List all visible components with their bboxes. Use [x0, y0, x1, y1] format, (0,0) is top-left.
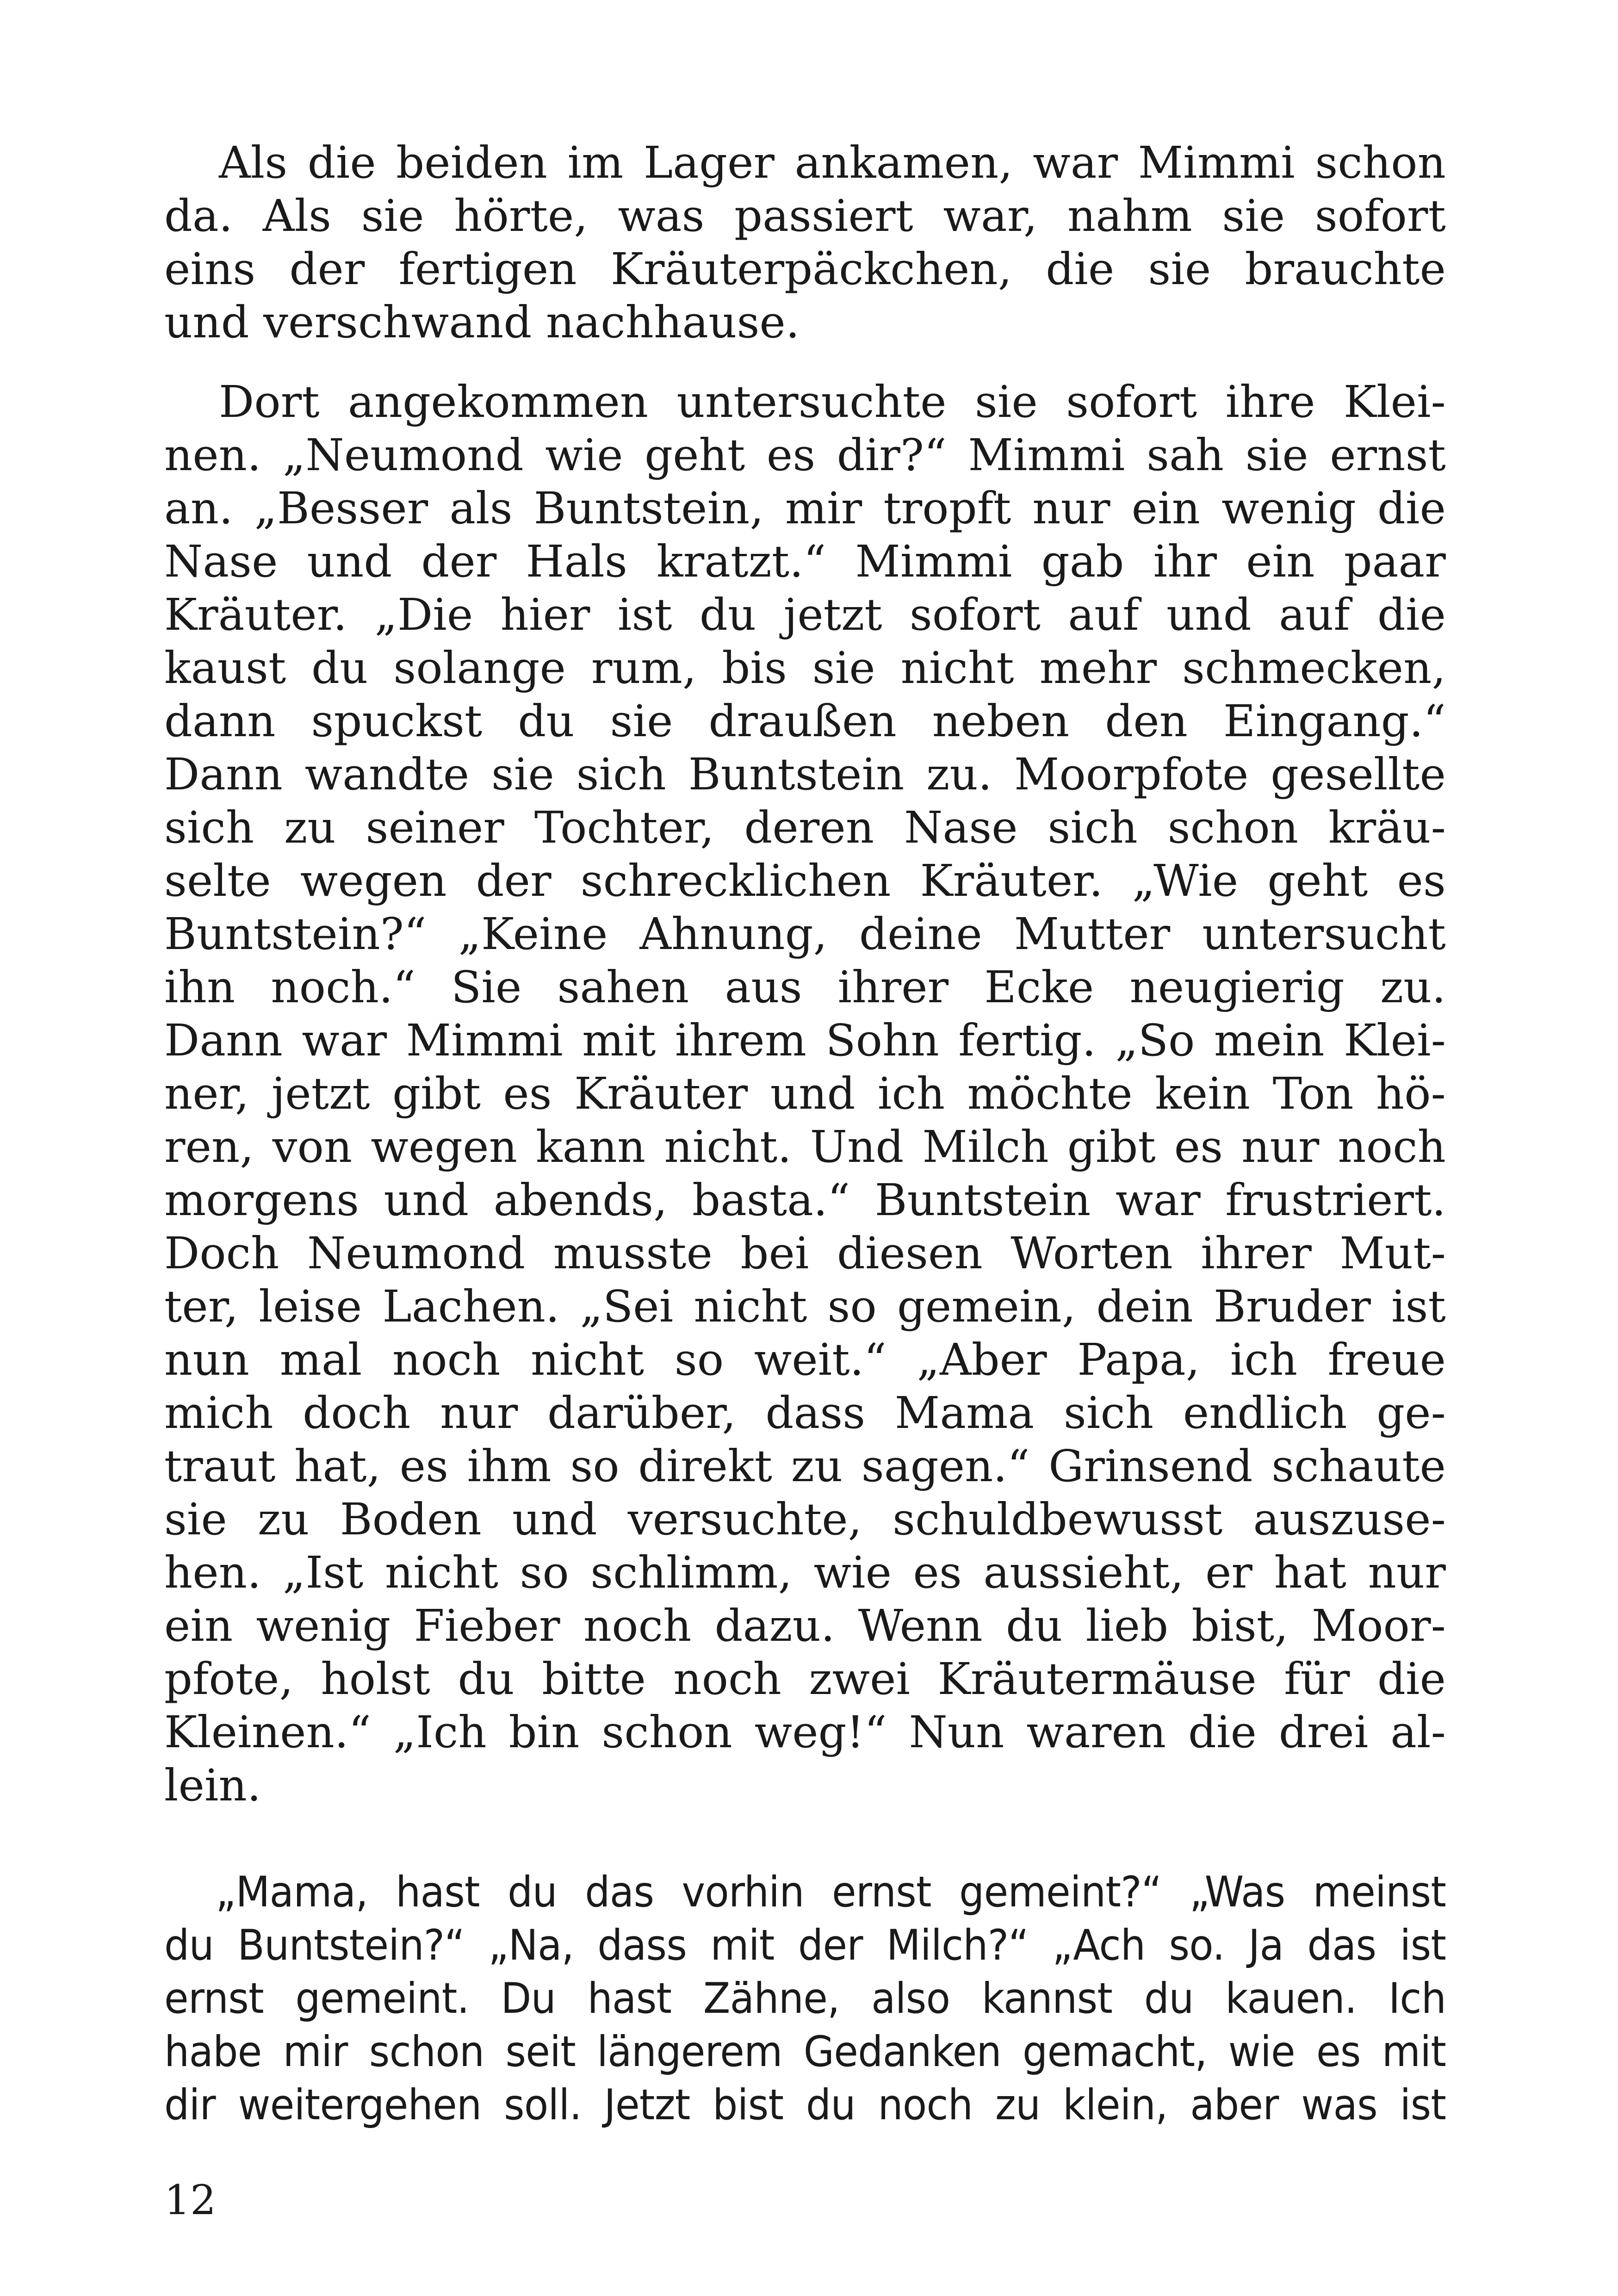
text-line: Dort angekommen untersuchte sie sofort ihre Klei- — [219, 377, 1446, 428]
text-line: ein wenig Fieber noch dazu. Wenn du lieb bist, Moor- — [164, 1601, 1446, 1651]
text-line: sie zu Boden und versuchte, schuldbewusst auszuse- — [164, 1494, 1446, 1545]
text-line: an. „Besser als Buntstein, mir tropft nur ein wenig die — [164, 483, 1446, 534]
text-line: habe mir schon seit längerem Gedanken gemacht, wie es mit — [164, 2028, 1446, 2076]
text-line: hen. „Ist nicht so schlimm, wie es aussieht, er hat nur — [164, 1547, 1446, 1598]
page-number: 12 — [164, 2176, 216, 2224]
text-line: ner, jetzt gibt es Kräuter und ich möchte kein Ton hö- — [164, 1068, 1446, 1119]
text-line: ihn noch.“ Sie sahen aus ihrer Ecke neugierig zu. — [164, 962, 1446, 1013]
text-line: nen. „Neumond wie geht es dir?“ Mimmi sah sie ernst — [164, 430, 1446, 481]
text-line: „Mama, hast du das vorhin ernst gemeint?“ „Was meinst — [215, 1868, 1446, 1917]
text-line: Doch Neumond musste bei diesen Worten ihrer Mut- — [164, 1228, 1446, 1279]
paragraph-1 — [164, 137, 1446, 349]
text-line: Kräuter. „Die hier ist du jetzt sofort auf und auf die — [164, 590, 1446, 640]
paragraph-3 — [164, 1866, 1446, 2132]
text-line: du Buntstein?“ „Na, dass mit der Milch?“ „Ach so. Ja das ist — [164, 1921, 1446, 1970]
text-line: nun mal noch nicht so weit.“ „Aber Papa, ich freue — [164, 1334, 1446, 1385]
text-line: ter, leise Lachen. „Sei nicht so gemein, dein Bruder ist — [164, 1281, 1446, 1332]
text-line: Dann wandte sie sich Buntstein zu. Moorpfote gesellte — [164, 749, 1446, 800]
text-line: Nase und der Hals kratzt.“ Mimmi gab ihr ein paar — [164, 536, 1446, 587]
text-line: da. Als sie hörte, was passiert war, nahm sie sofort — [164, 191, 1446, 242]
text-line: lein. — [164, 1760, 261, 1811]
text-line: dann spuckst du sie draußen neben den Eingang.“ — [164, 696, 1446, 747]
text-line: Als die beiden im Lager ankamen, war Mimmi schon — [219, 137, 1446, 188]
text-line: dir weitergehen soll. Jetzt bist du noch zu klein, aber was ist — [164, 2081, 1446, 2129]
text-line: pfote, holst du bitte noch zwei Kräutermäuse für die — [164, 1654, 1446, 1705]
text-line: ernst gemeint. Du hast Zähne, also kannst du kauen. Ich — [164, 1974, 1446, 2023]
text-line: kaust du solange rum, bis sie nicht mehr schmecken, — [164, 643, 1446, 694]
text-line: eins der fertigen Kräuterpäckchen, die sie brauchte — [164, 244, 1446, 295]
text-line: ren, von wegen kann nicht. Und Milch gibt es nur noch — [164, 1122, 1446, 1173]
text-line: Kleinen.“ „Ich bin schon weg!“ Nun waren die drei al- — [164, 1707, 1446, 1758]
text-line: mich doch nur darüber, dass Mama sich endlich ge- — [164, 1388, 1446, 1439]
text-line: sich zu seiner Tochter, deren Nase sich schon kräu- — [164, 802, 1446, 853]
text-line: selte wegen der schrecklichen Kräuter. „Wie geht es — [164, 856, 1446, 906]
text-line: Dann war Mimmi mit ihrem Sohn fertig. „So mein Klei- — [164, 1015, 1446, 1066]
text-line: Buntstein?“ „Keine Ahnung, deine Mutter untersucht — [164, 909, 1446, 960]
text-line: und verschwand nachhause. — [164, 297, 800, 348]
paragraph-2 — [164, 376, 1446, 1812]
text-line: morgens und abends, basta.“ Buntstein war frustriert. — [164, 1175, 1446, 1226]
text-line: traut hat, es ihm so direkt zu sagen.“ Grinsend schaute — [164, 1441, 1446, 1492]
